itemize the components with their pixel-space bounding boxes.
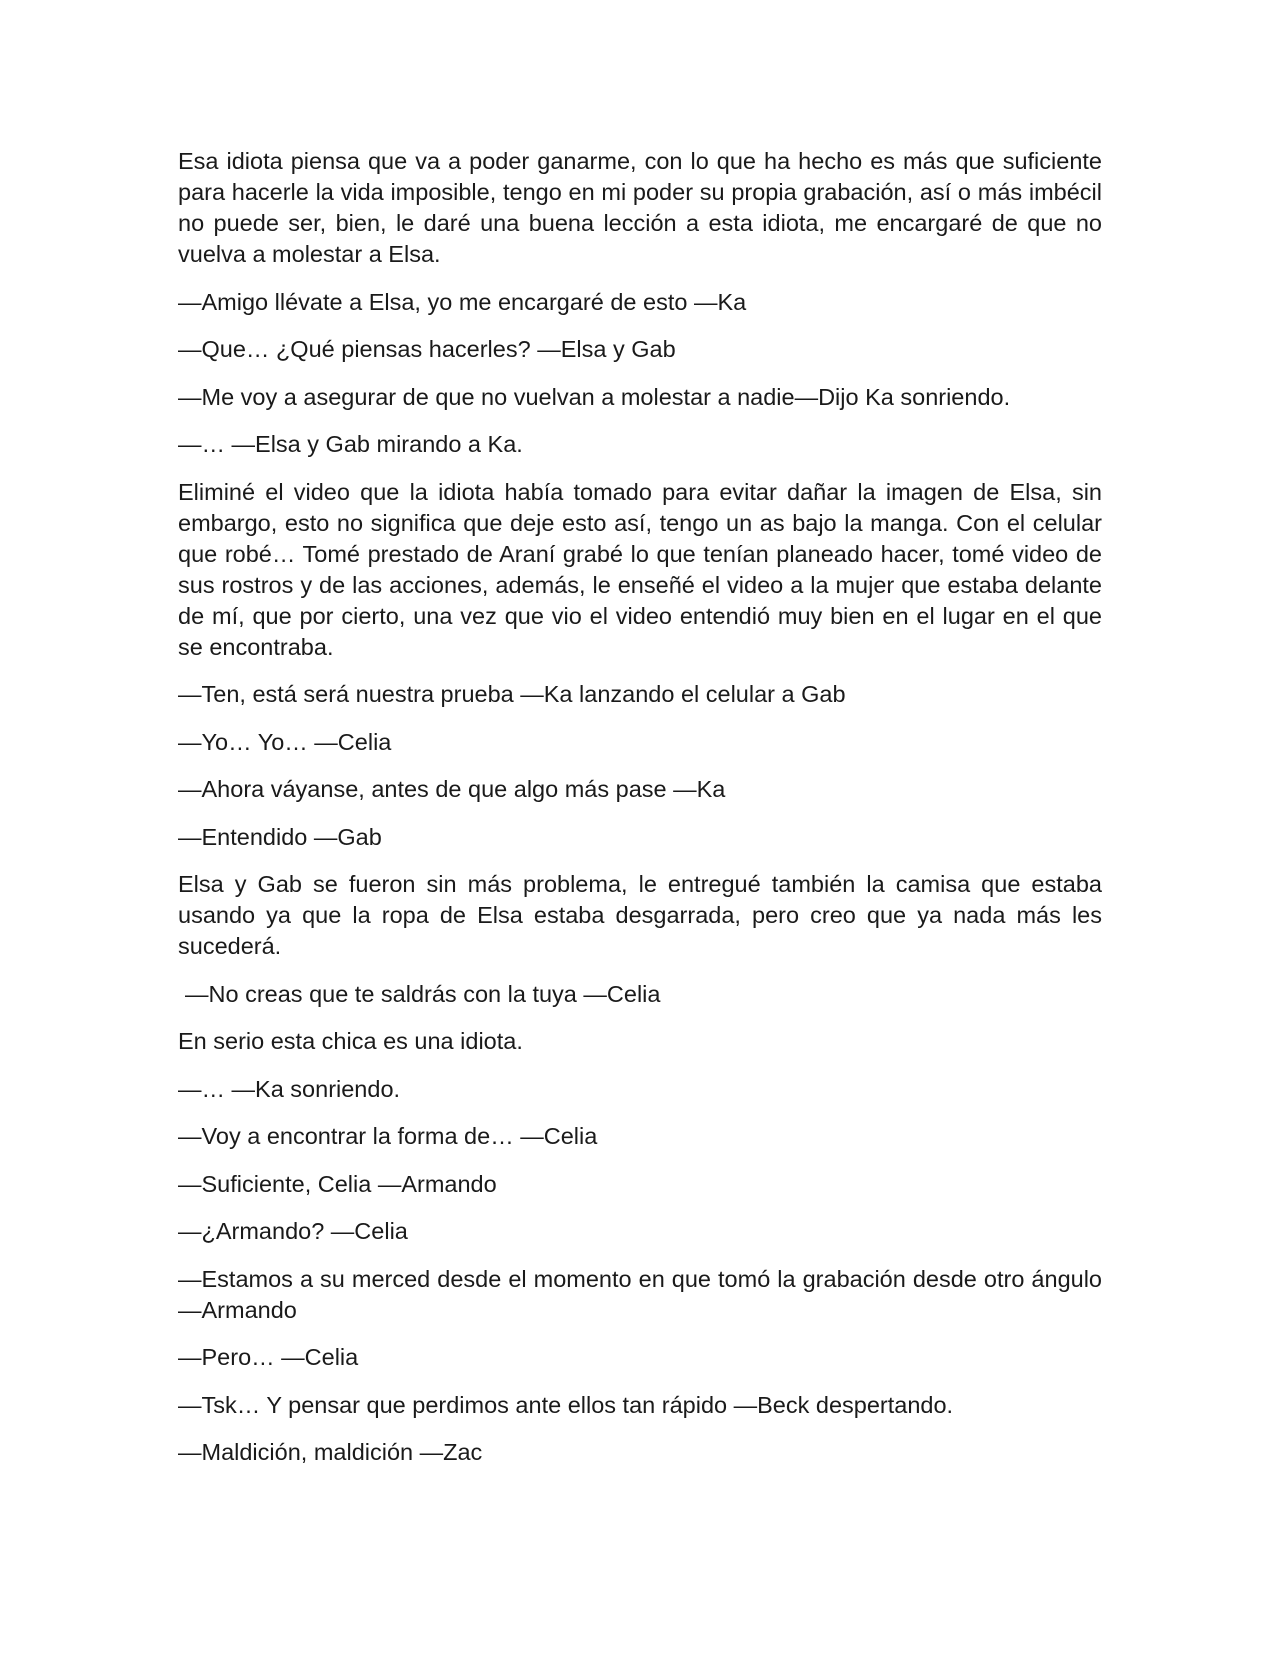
dialogue-line: —Estamos a su merced desde el momento en que tomó la grabación desde otro ángulo —Armando bbox=[178, 1265, 1102, 1323]
dialogue-line: —Ahora váyanse, antes de que algo más pase —Ka bbox=[178, 776, 726, 802]
dialogue-line: —Tsk… Y pensar que perdimos ante ellos tan rápido —Beck despertando. bbox=[178, 1391, 954, 1418]
dialogue-line: —Ten, está será nuestra prueba —Ka lanzando el celular a Gab bbox=[178, 681, 846, 707]
dialogue-line: —No creas que te saldrás con la tuya —Celia bbox=[185, 980, 661, 1007]
narration-line: En serio esta chica es una idiota. bbox=[178, 1028, 523, 1054]
dialogue-line: —Suficiente, Celia —Armando bbox=[178, 1170, 497, 1197]
dialogue-line: —Me voy a asegurar de que no vuelvan a molestar a nadie—Dijo Ka sonriendo. bbox=[178, 383, 1011, 410]
dialogue-line: —Maldición, maldición —Zac bbox=[178, 1439, 483, 1465]
dialogue-line: —Que… ¿Qué piensas hacerles? —Elsa y Gab bbox=[178, 336, 676, 362]
dialogue-line: —Entendido —Gab bbox=[178, 823, 382, 850]
paragraph-1: Esa idiota piensa que va a poder ganarme, con lo que ha hecho es más que suficiente para hacerle la vida imposible, tengo en mi poder su propia grabación, así o más imbécil no puede ser, bien, le daré una buena lección a esta idiota, me encargaré de que no vuelva a molestar a Elsa. bbox=[178, 148, 1102, 267]
dialogue-line: —… —Elsa y Gab mirando a Ka. bbox=[178, 431, 523, 457]
dialogue-line: —… —Ka sonriendo. bbox=[178, 1075, 401, 1102]
dialogue-line: —Yo… Yo… —Celia bbox=[178, 728, 392, 755]
dialogue-line: —¿Armando? —Celia bbox=[178, 1218, 408, 1244]
dialogue-line: —Pero… —Celia bbox=[178, 1344, 359, 1370]
paragraph-2: Eliminé el video que la idiota había tomado para evitar dañar la imagen de Elsa, sin embargo, esto no significa que deje esto así, tengo un as bajo la manga. Con el celular que robé… Tomé prestado de Araní grabé lo que tenían planeado hacer, tomé video de sus rostros y de las acciones, además, le enseñé el video a la mujer que estaba delante de mí, que por cierto, una vez que vio el video entendió muy bien en el lugar en el que se encontraba. bbox=[178, 478, 1102, 660]
paragraph-3: Elsa y Gab se fueron sin más problema, le entregué también la camisa que estaba usando ya que la ropa de Elsa estaba desgarrada, pero creo que ya nada más les sucederá. bbox=[178, 871, 1102, 959]
dialogue-line: —Voy a encontrar la forma de… —Celia bbox=[178, 1123, 598, 1149]
document-page bbox=[178, 146, 1102, 1485]
dialogue-line: —Amigo llévate a Elsa, yo me encargaré de esto —Ka bbox=[178, 288, 747, 315]
